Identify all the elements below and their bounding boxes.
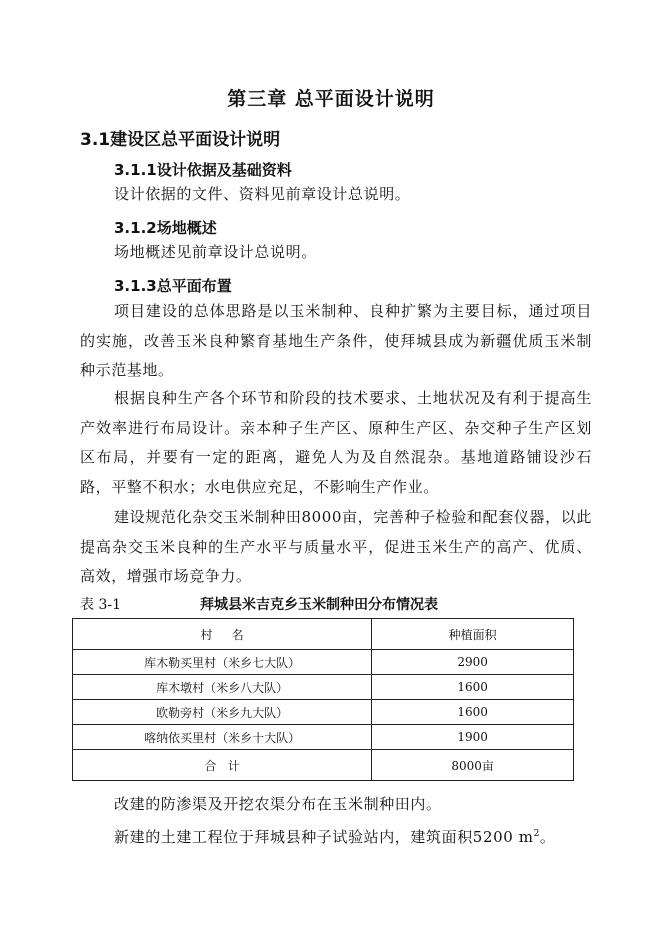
paragraph-site: 场地概述见前章设计总说明。 (114, 243, 317, 261)
planting-area-cell: 1600 (372, 675, 574, 700)
corn-field-distribution-table (72, 618, 574, 781)
table-header-row (73, 619, 574, 650)
table-total-row (73, 750, 574, 781)
total-label-cell: 合 计 (73, 750, 372, 781)
paragraph-layout-2: 根据良种生产各个环节和阶段的技术要求、土地状况及有利于提高生产效率进行布局设计。亲本种子生产区、原种生产区、杂交种子生产区划区布局，并要有一定的距离，避免人为及自然混杂。基地道路铺设沙石路，平整不积水；水电供应充足，不影响生产作业。 (80, 389, 592, 496)
final-period: 。 (539, 828, 556, 846)
table-row (73, 725, 574, 750)
subsection-heading-basis: 3.1.1设计依据及基础资料 (114, 161, 292, 179)
construction-text: 新建的土建工程位于拜城县种子试验站内，建筑面积5200 m (114, 828, 534, 846)
area-unit-superscript: 2 (533, 829, 540, 839)
table-caption (80, 594, 592, 616)
table-row (73, 650, 574, 675)
header-planting-area: 种植面积 (372, 619, 574, 650)
table-row (73, 675, 574, 700)
paragraph-canals: 改建的防渗渠及开挖农渠分布在玉米制种田内。 (114, 795, 442, 813)
chapter-title: 第三章 总平面设计说明 (227, 88, 435, 110)
table-row (73, 700, 574, 725)
village-name-cell: 库木勒买里村（米乡七大队） (73, 650, 372, 675)
village-name-cell: 库木墩村（米乡八大队） (73, 675, 372, 700)
paragraph-basis: 设计依据的文件、资料见前章设计总说明。 (114, 185, 411, 203)
subsection-heading-layout: 3.1.3总平面布置 (114, 277, 232, 295)
subsection-heading-site: 3.1.2场地概述 (114, 219, 217, 237)
total-area-cell: 8000亩 (372, 750, 574, 781)
village-name-cell: 喀纳依买里村（米乡十大队） (73, 725, 372, 750)
section-heading: 3.1建设区总平面设计说明 (80, 130, 281, 150)
planting-area-cell: 2900 (372, 650, 574, 675)
table-label: 表 3-1 (80, 597, 121, 613)
header-village-name: 村 名 (73, 619, 372, 650)
planting-area-cell: 1900 (372, 725, 574, 750)
paragraph-layout-3: 建设规范化杂交玉米制种田8000亩，完善种子检验和配套仪器，以此提高杂交玉米良种的生产水平与质量水平，促进玉米生产的高产、优质、高效，增强市场竞争力。 (80, 508, 592, 585)
paragraph-construction (80, 820, 592, 853)
table-title: 拜城县米吉克乡玉米制种田分布情况表 (200, 597, 438, 613)
paragraph-layout-1: 项目建设的总体思路是以玉米制种、良种扩繁为主要目标，通过项目的实施，改善玉米良种繁育基地生产条件，使拜城县成为新疆优质玉米制种示范基地。 (80, 302, 592, 379)
village-name-cell: 欧勒旁村（米乡九大队） (73, 700, 372, 725)
planting-area-cell: 1600 (372, 700, 574, 725)
